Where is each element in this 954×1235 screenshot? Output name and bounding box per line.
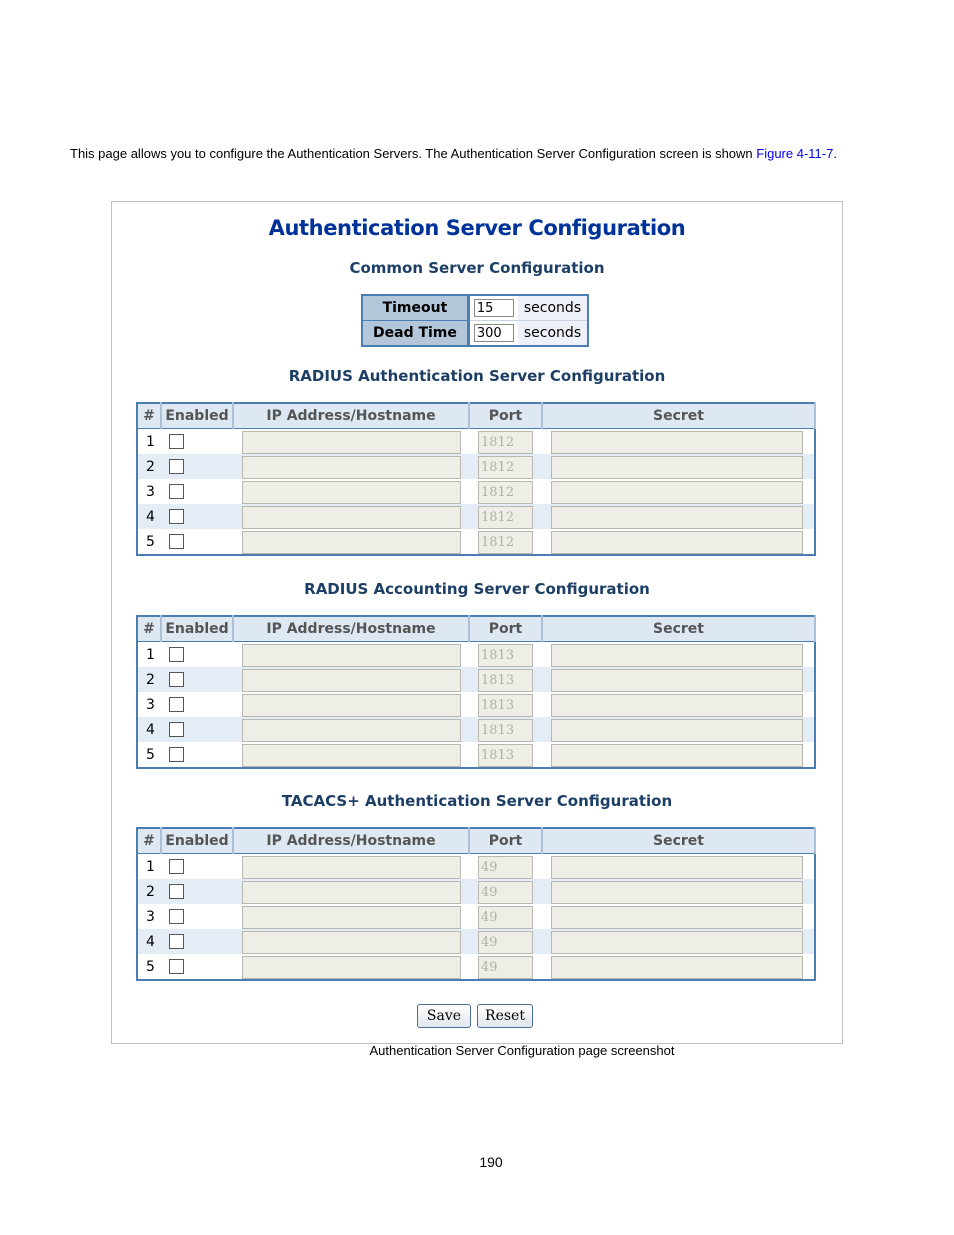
ip-cell [233, 879, 469, 904]
ip-address-field[interactable] [242, 956, 461, 979]
ip-cell [233, 642, 469, 668]
table-row [137, 954, 815, 980]
enabled-checkbox[interactable] [169, 484, 184, 499]
deadtime-cell [468, 321, 518, 347]
secret-cell [542, 717, 815, 742]
port-field[interactable]: 1812 [478, 431, 533, 454]
enabled-cell [161, 692, 233, 717]
port-field[interactable]: 1813 [478, 744, 533, 767]
table-row [137, 692, 815, 717]
enabled-cell [161, 479, 233, 504]
col-header-secret: Secret [542, 828, 815, 854]
port-field[interactable]: 1812 [478, 506, 533, 529]
port-cell [469, 854, 542, 880]
enabled-checkbox[interactable] [169, 647, 184, 662]
enabled-checkbox[interactable] [169, 697, 184, 712]
tacacs-heading: TACACS+ Authentication Server Configuration [281, 792, 673, 810]
secret-cell [542, 429, 815, 455]
secret-field[interactable] [551, 481, 803, 504]
table-header-row [137, 403, 815, 429]
ip-cell [233, 667, 469, 692]
deadtime-input[interactable] [474, 324, 514, 342]
port-field[interactable]: 1813 [478, 669, 533, 692]
ip-cell [233, 742, 469, 768]
ip-address-field[interactable] [242, 431, 461, 454]
row-number: 5 [137, 954, 161, 980]
enabled-checkbox[interactable] [169, 509, 184, 524]
reset-button[interactable]: Reset [477, 1004, 533, 1028]
port-cell [469, 529, 542, 555]
ip-cell [233, 454, 469, 479]
secret-cell [542, 879, 815, 904]
save-button[interactable]: Save [417, 1004, 471, 1028]
ip-cell [233, 954, 469, 980]
table-row [137, 904, 815, 929]
radius-acct-table [136, 615, 816, 769]
port-cell [469, 479, 542, 504]
row-number: 2 [137, 454, 161, 479]
secret-field[interactable] [551, 694, 803, 717]
table-header-row [137, 828, 815, 854]
intro-paragraph [70, 146, 870, 162]
col-header-ip: IP Address/Hostname [233, 828, 469, 854]
row-number: 5 [137, 742, 161, 768]
secret-field[interactable] [551, 881, 803, 904]
port-cell [469, 954, 542, 980]
enabled-checkbox[interactable] [169, 722, 184, 737]
row-number: 1 [137, 429, 161, 455]
enabled-cell [161, 879, 233, 904]
ip-cell [233, 692, 469, 717]
common-config-table [361, 294, 589, 347]
enabled-cell [161, 904, 233, 929]
port-cell [469, 667, 542, 692]
table-row [137, 642, 815, 668]
ip-address-field[interactable] [242, 856, 461, 879]
radius-acct-heading: RADIUS Accounting Server Configuration [304, 580, 650, 598]
col-header-enabled: Enabled [161, 403, 233, 429]
col-header-ip: IP Address/Hostname [233, 403, 469, 429]
row-number: 1 [137, 642, 161, 668]
enabled-cell [161, 717, 233, 742]
ip-address-field[interactable] [242, 719, 461, 742]
port-field[interactable]: 1813 [478, 719, 533, 742]
secret-cell [542, 504, 815, 529]
page-number: 190 [479, 1154, 503, 1170]
ip-cell [233, 854, 469, 880]
table-row [137, 429, 815, 455]
enabled-cell [161, 929, 233, 954]
ip-address-field[interactable] [242, 481, 461, 504]
enabled-cell [161, 529, 233, 555]
port-cell [469, 929, 542, 954]
table-row [137, 504, 815, 529]
deadtime-label: Dead Time [362, 321, 468, 347]
col-header-secret: Secret [542, 403, 815, 429]
port-cell [469, 642, 542, 668]
enabled-checkbox[interactable] [169, 934, 184, 949]
table-row [137, 929, 815, 954]
radius-auth-heading: RADIUS Authentication Server Configuration [288, 367, 666, 385]
table-row [137, 879, 815, 904]
ip-cell [233, 929, 469, 954]
enabled-cell [161, 504, 233, 529]
row-number: 4 [137, 717, 161, 742]
port-field[interactable]: 49 [478, 956, 533, 979]
port-field[interactable]: 49 [478, 856, 533, 879]
col-header-enabled: Enabled [161, 828, 233, 854]
secret-field[interactable] [551, 856, 803, 879]
table-header-row [137, 616, 815, 642]
ip-cell [233, 504, 469, 529]
col-header-port: Port [469, 616, 542, 642]
enabled-checkbox[interactable] [169, 884, 184, 899]
secret-field[interactable] [551, 906, 803, 929]
ip-cell [233, 717, 469, 742]
secret-cell [542, 742, 815, 768]
ip-address-field[interactable] [242, 669, 461, 692]
timeout-label: Timeout [362, 295, 468, 321]
port-field[interactable]: 1812 [478, 481, 533, 504]
col-header-num: # [137, 828, 161, 854]
port-cell [469, 429, 542, 455]
table-row [137, 529, 815, 555]
timeout-input[interactable] [474, 299, 514, 317]
figure-link[interactable]: Figure 4-11-7 [756, 146, 834, 161]
secret-cell [542, 854, 815, 880]
enabled-checkbox[interactable] [169, 672, 184, 687]
enabled-cell [161, 642, 233, 668]
table-row [137, 479, 815, 504]
secret-cell [542, 529, 815, 555]
row-number: 2 [137, 667, 161, 692]
table-row [137, 667, 815, 692]
secret-cell [542, 692, 815, 717]
port-field[interactable]: 49 [478, 931, 533, 954]
secret-field[interactable] [551, 506, 803, 529]
row-number: 3 [137, 479, 161, 504]
table-row [137, 717, 815, 742]
enabled-cell [161, 667, 233, 692]
port-field[interactable]: 49 [478, 906, 533, 929]
ip-cell [233, 529, 469, 555]
secret-field[interactable] [551, 931, 803, 954]
enabled-checkbox[interactable] [169, 534, 184, 549]
secret-field[interactable] [551, 669, 803, 692]
timeout-cell [468, 295, 518, 321]
enabled-checkbox[interactable] [169, 859, 184, 874]
secret-field[interactable] [551, 531, 803, 554]
port-field[interactable]: 49 [478, 881, 533, 904]
table-row [137, 742, 815, 768]
ip-address-field[interactable] [242, 694, 461, 717]
col-header-num: # [137, 616, 161, 642]
table-row [137, 854, 815, 880]
page-title: Authentication Server Configuration [268, 216, 686, 240]
ip-cell [233, 479, 469, 504]
enabled-checkbox[interactable] [169, 747, 184, 762]
col-header-port: Port [469, 828, 542, 854]
figure-caption: Authentication Server Configuration page screenshot [369, 1043, 675, 1058]
port-cell [469, 454, 542, 479]
row-number: 2 [137, 879, 161, 904]
enabled-cell [161, 954, 233, 980]
row-number: 3 [137, 904, 161, 929]
port-field[interactable]: 1812 [478, 456, 533, 479]
enabled-cell [161, 454, 233, 479]
port-cell [469, 879, 542, 904]
port-cell [469, 742, 542, 768]
port-cell [469, 717, 542, 742]
port-cell [469, 904, 542, 929]
secret-field[interactable] [551, 719, 803, 742]
enabled-checkbox[interactable] [169, 909, 184, 924]
intro-period: . [833, 146, 837, 161]
ip-address-field[interactable] [242, 456, 461, 479]
col-header-secret: Secret [542, 616, 815, 642]
tacacs-table [136, 827, 816, 981]
enabled-cell [161, 854, 233, 880]
col-header-enabled: Enabled [161, 616, 233, 642]
enabled-cell [161, 742, 233, 768]
ip-address-field[interactable] [242, 881, 461, 904]
col-header-ip: IP Address/Hostname [233, 616, 469, 642]
secret-field[interactable] [551, 431, 803, 454]
ip-address-field[interactable] [242, 931, 461, 954]
port-cell [469, 692, 542, 717]
deadtime-row [362, 321, 588, 347]
row-number: 4 [137, 504, 161, 529]
timeout-unit: seconds [518, 295, 588, 321]
secret-cell [542, 929, 815, 954]
ip-address-field[interactable] [242, 744, 461, 767]
ip-address-field[interactable] [242, 644, 461, 667]
secret-cell [542, 954, 815, 980]
row-number: 3 [137, 692, 161, 717]
row-number: 4 [137, 929, 161, 954]
secret-field[interactable] [551, 644, 803, 667]
port-field[interactable]: 1813 [478, 644, 533, 667]
ip-address-field[interactable] [242, 906, 461, 929]
secret-cell [542, 667, 815, 692]
secret-cell [542, 479, 815, 504]
ip-address-field[interactable] [242, 506, 461, 529]
enabled-checkbox[interactable] [169, 959, 184, 974]
screenshot-frame [111, 201, 843, 1044]
row-number: 5 [137, 529, 161, 555]
port-field[interactable]: 1812 [478, 531, 533, 554]
col-header-num: # [137, 403, 161, 429]
port-cell [469, 504, 542, 529]
radius-auth-table [136, 402, 816, 556]
secret-cell [542, 642, 815, 668]
ip-cell [233, 904, 469, 929]
secret-field[interactable] [551, 456, 803, 479]
deadtime-unit: seconds [518, 321, 588, 347]
col-header-port: Port [469, 403, 542, 429]
enabled-checkbox[interactable] [169, 434, 184, 449]
port-field[interactable]: 1813 [478, 694, 533, 717]
secret-field[interactable] [551, 956, 803, 979]
enabled-checkbox[interactable] [169, 459, 184, 474]
table-row [137, 454, 815, 479]
row-number: 1 [137, 854, 161, 880]
common-heading: Common Server Configuration [349, 259, 605, 277]
ip-address-field[interactable] [242, 531, 461, 554]
secret-cell [542, 904, 815, 929]
secret-cell [542, 454, 815, 479]
timeout-row [362, 295, 588, 321]
ip-cell [233, 429, 469, 455]
enabled-cell [161, 429, 233, 455]
secret-field[interactable] [551, 744, 803, 767]
intro-text: This page allows you to configure the Authentication Servers. The Authentication Server Configuration screen is shown [70, 146, 757, 161]
